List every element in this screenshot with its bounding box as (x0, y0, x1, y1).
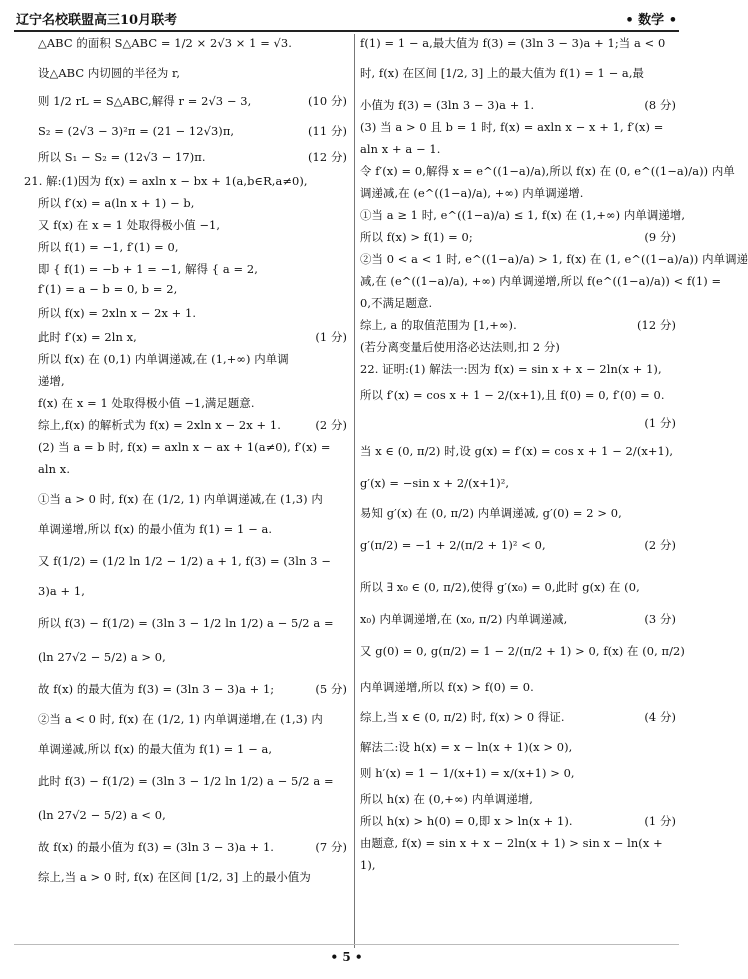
line-text: 又 f(x) 在 x = 1 处取得极小值 −1, (38, 218, 221, 232)
line-text: (ln 27√2 − 5/2) a > 0, (38, 650, 166, 664)
text-line (360, 186, 680, 208)
line-text: 故 f(x) 的最小值为 f(3) = (3ln 3 − 3)a + 1. (38, 840, 275, 854)
line-text: 所以 ∃ x₀ ∈ (0, π/2),使得 g′(x₀) = 0,此时 g(x) 在 (0, (360, 580, 640, 594)
text-line (360, 388, 680, 416)
line-text: 设△ABC 内切圆的半径为 r, (38, 66, 181, 80)
line-text: ①当 a > 0 时, f(x) 在 (1/2, 1) 内单调递减,在 (1,3) 内 (38, 492, 323, 506)
line-text: g′(x) = −sin x + 2/(x+1)², (360, 476, 510, 490)
text-line (24, 66, 351, 94)
score-label: (2 分) (315, 418, 347, 432)
line-text: 综上, a 的取值范围为 [1,+∞). (360, 318, 517, 332)
line-text: 即 { f(1) = −b + 1 = −1, 解得 { a = 2, (38, 262, 258, 276)
line-text: 此时 f(3) − f(1/2) = (3ln 3 − 1/2 ln 1/2) a − 5/2 a = (38, 774, 334, 788)
line-text: 又 g(0) = 0, g(π/2) = 1 − 2/(π/2 + 1) > 0, f(x) 在 (0, π/2) (360, 644, 685, 658)
text-line (24, 218, 351, 240)
line-text: ①当 a ≥ 1 时, e^((1−a)/a) ≤ 1, f(x) 在 (1,+∞) 内单调递增, (360, 208, 686, 222)
line-text: 此时 f′(x) = 2ln x, (38, 330, 137, 344)
text-line (24, 682, 351, 712)
line-text: 内单调递增,所以 f(x) > f(0) = 0. (360, 680, 534, 694)
text-line (24, 418, 351, 440)
text-line (360, 740, 680, 766)
text-line (360, 710, 680, 740)
score-label: (9 分) (644, 230, 676, 244)
text-line (24, 522, 351, 554)
line-text: ②当 a < 0 时, f(x) 在 (1/2, 1) 内单调递增,在 (1,3) 内 (38, 712, 323, 726)
footer-rule (14, 944, 679, 945)
line-text: 调递减,在 (e^((1−a)/a), +∞) 内单调递增. (360, 186, 584, 200)
score-label: (1 分) (644, 814, 676, 828)
text-line (360, 340, 680, 362)
score-label: (10 分) (308, 94, 347, 108)
text-line (24, 492, 351, 522)
text-line (24, 150, 351, 174)
line-text: 由题意, f(x) = sin x + x − 2ln(x + 1) > sin x − ln(x + (360, 836, 663, 850)
line-text: 综上,当 a > 0 时, f(x) 在区间 [1/2, 3] 上的最小值为 (38, 870, 311, 884)
text-line (360, 580, 680, 612)
score-label: (5 分) (315, 682, 347, 696)
text-line (24, 774, 351, 808)
text-line (24, 306, 351, 330)
line-text: (3) 当 a > 0 且 b = 1 时, f(x) = axln x − x + 1, f′(x) = (360, 120, 664, 134)
text-line (24, 840, 351, 870)
text-line (360, 296, 680, 318)
line-text: 综上,f(x) 的解析式为 f(x) = 2xln x − 2x + 1. (38, 418, 281, 432)
text-line (360, 66, 680, 98)
text-line (360, 252, 748, 274)
text-line (24, 94, 351, 124)
text-line (24, 124, 351, 150)
line-text: 当 x ∈ (0, π/2) 时,设 g(x) = f′(x) = cos x + 1 − 2/(x+1), (360, 444, 674, 458)
text-line (360, 36, 680, 66)
text-line (24, 584, 351, 616)
text-line (24, 440, 351, 462)
text-line (360, 836, 680, 858)
line-text: 所以 f(3) − f(1/2) = (3ln 3 − 1/2 ln 1/2) a − 5/2 a = (38, 616, 334, 630)
text-line (360, 766, 680, 792)
line-text: 单调递减,所以 f(x) 的最大值为 f(1) = 1 − a, (38, 742, 273, 756)
text-line (24, 196, 351, 218)
line-text: 所以 h(x) 在 (0,+∞) 内单调递增, (360, 792, 533, 806)
line-text: g′(π/2) = −1 + 2/(π/2 + 1)² < 0, (360, 538, 546, 552)
text-line (360, 680, 680, 710)
exam-title: 辽宁名校联盟高三10月联考 (16, 13, 178, 28)
line-text: (2) 当 a = b 时, f(x) = axln x − ax + 1(a≠0), f′(x) = (38, 440, 331, 454)
line-text: f(x) 在 x = 1 处取得极小值 −1,满足题意. (38, 396, 255, 410)
line-text: 时, f(x) 在区间 [1/2, 3] 上的最大值为 f(1) = 1 − a,最 (360, 66, 645, 80)
line-text: 所以 f(x) = 2xln x − 2x + 1. (38, 306, 197, 320)
score-label: (8 分) (644, 98, 676, 112)
line-text: 所以 f(x) 在 (0,1) 内单调递减,在 (1,+∞) 内单调 (38, 352, 289, 366)
subject-label: • 数学 • (625, 13, 677, 28)
text-line (24, 36, 351, 66)
page-header (14, 6, 679, 32)
text-line (24, 808, 351, 840)
line-text: x₀) 内单调递增,在 (x₀, π/2) 内单调递减, (360, 612, 568, 626)
text-line (360, 164, 735, 186)
line-text: 故 f(x) 的最大值为 f(3) = (3ln 3 − 3)a + 1; (38, 682, 275, 696)
text-line (360, 612, 680, 644)
right-column (360, 36, 748, 942)
text-line (24, 240, 351, 262)
line-text: 1), (360, 858, 376, 872)
line-text: 3)a + 1, (38, 584, 85, 598)
score-label: (4 分) (644, 710, 676, 724)
line-text: 则 1/2 rL = S△ABC,解得 r = 2√3 − 3, (38, 94, 252, 108)
line-text: f′(1) = a − b = 0, b = 2, (38, 282, 178, 296)
line-text: 所以 f(x) > f(1) = 0; (360, 230, 473, 244)
text-line (360, 444, 680, 476)
text-line (360, 792, 680, 814)
left-column (24, 36, 351, 942)
line-text: S₂ = (2√3 − 3)²π = (21 − 12√3)π, (38, 124, 235, 138)
page-number: • 5 • (330, 950, 363, 964)
line-text: 单调递增,所以 f(x) 的最小值为 f(1) = 1 − a. (38, 522, 273, 536)
line-text: 则 h′(x) = 1 − 1/(x+1) = x/(x+1) > 0, (360, 766, 575, 780)
line-text: 所以 f′(x) = cos x + 1 − 2/(x+1),且 f(0) = 0, f′(0) = 0. (360, 388, 665, 402)
line-text: 22. 证明:(1) 解法一:因为 f(x) = sin x + x − 2ln(x + 1), (360, 362, 662, 376)
line-text: aln x. (38, 462, 71, 476)
text-line (24, 374, 351, 396)
text-line (24, 262, 351, 282)
line-text: 综上,当 x ∈ (0, π/2) 时, f(x) > 0 得证. (360, 710, 565, 724)
text-line (24, 870, 351, 900)
line-text: 所以 h(x) > h(0) = 0,即 x > ln(x + 1). (360, 814, 573, 828)
text-line (360, 476, 680, 506)
line-text: (若分离变量后使用洛必达法则,扣 2 分) (360, 340, 560, 354)
text-line (24, 330, 351, 352)
line-text: ②当 0 < a < 1 时, e^((1−a)/a) > 1, f(x) 在 (1, e^((1−a)/a)) 内单调递 (360, 252, 748, 266)
text-line (360, 208, 686, 230)
text-line (24, 616, 351, 650)
text-line (360, 362, 680, 388)
text-line (24, 650, 351, 682)
line-text: aln x + a − 1. (360, 142, 441, 156)
text-line (360, 142, 680, 164)
line-text: 小值为 f(3) = (3ln 3 − 3)a + 1. (360, 98, 535, 112)
line-text: 21. 解:(1)因为 f(x) = axln x − bx + 1(a,b∈R,a≠0), (24, 174, 308, 188)
text-line (360, 120, 680, 142)
column-divider (354, 34, 355, 948)
score-label: (1 分) (315, 330, 347, 344)
line-text: f(1) = 1 − a,最大值为 f(3) = (3ln 3 − 3)a + 1;当 a < 0 (360, 36, 666, 50)
line-text: (ln 27√2 − 5/2) a < 0, (38, 808, 166, 822)
text-line (24, 462, 351, 492)
score-label: (12 分) (637, 318, 676, 332)
text-line (360, 814, 680, 836)
text-line (360, 644, 685, 680)
line-text: 递增, (38, 374, 65, 388)
text-line (24, 352, 351, 374)
text-line (24, 174, 351, 196)
line-text: △ABC 的面积 S△ABC = 1/2 × 2√3 × 1 = √3. (38, 36, 292, 50)
text-line (360, 416, 680, 444)
line-text: 所以 S₁ − S₂ = (12√3 − 17)π. (38, 150, 206, 164)
score-label: (7 分) (315, 840, 347, 854)
line-text: 0,不满足题意. (360, 296, 433, 310)
line-text: (1 分) (644, 416, 676, 430)
score-label: (12 分) (308, 150, 347, 164)
line-text: 又 f(1/2) = (1/2 ln 1/2 − 1/2) a + 1, f(3) = (3ln 3 − (38, 554, 331, 568)
text-line (360, 858, 680, 878)
line-text: 解法二:设 h(x) = x − ln(x + 1)(x > 0), (360, 740, 573, 754)
line-text: 所以 f(1) = −1, f′(1) = 0, (38, 240, 179, 254)
text-line (360, 538, 680, 580)
score-label: (11 分) (308, 124, 347, 138)
text-line (360, 230, 680, 252)
text-line (360, 318, 680, 340)
line-text: 令 f′(x) = 0,解得 x = e^((1−a)/a),所以 f(x) 在 (0, e^((1−a)/a)) 内单 (360, 164, 735, 178)
text-line (24, 554, 351, 584)
text-line (24, 282, 351, 306)
score-label: (3 分) (644, 612, 676, 626)
text-line (24, 396, 351, 418)
line-text: 减,在 (e^((1−a)/a), +∞) 内单调递增,所以 f(e^((1−a)/a)) < f(1) = (360, 274, 722, 288)
text-line (360, 506, 680, 538)
text-line (24, 712, 351, 742)
text-line (24, 742, 351, 774)
text-line (360, 274, 722, 296)
score-label: (2 分) (644, 538, 676, 552)
line-text: 所以 f′(x) = a(ln x + 1) − b, (38, 196, 195, 210)
text-line (360, 98, 680, 120)
line-text: 易知 g′(x) 在 (0, π/2) 内单调递减, g′(0) = 2 > 0, (360, 506, 622, 520)
